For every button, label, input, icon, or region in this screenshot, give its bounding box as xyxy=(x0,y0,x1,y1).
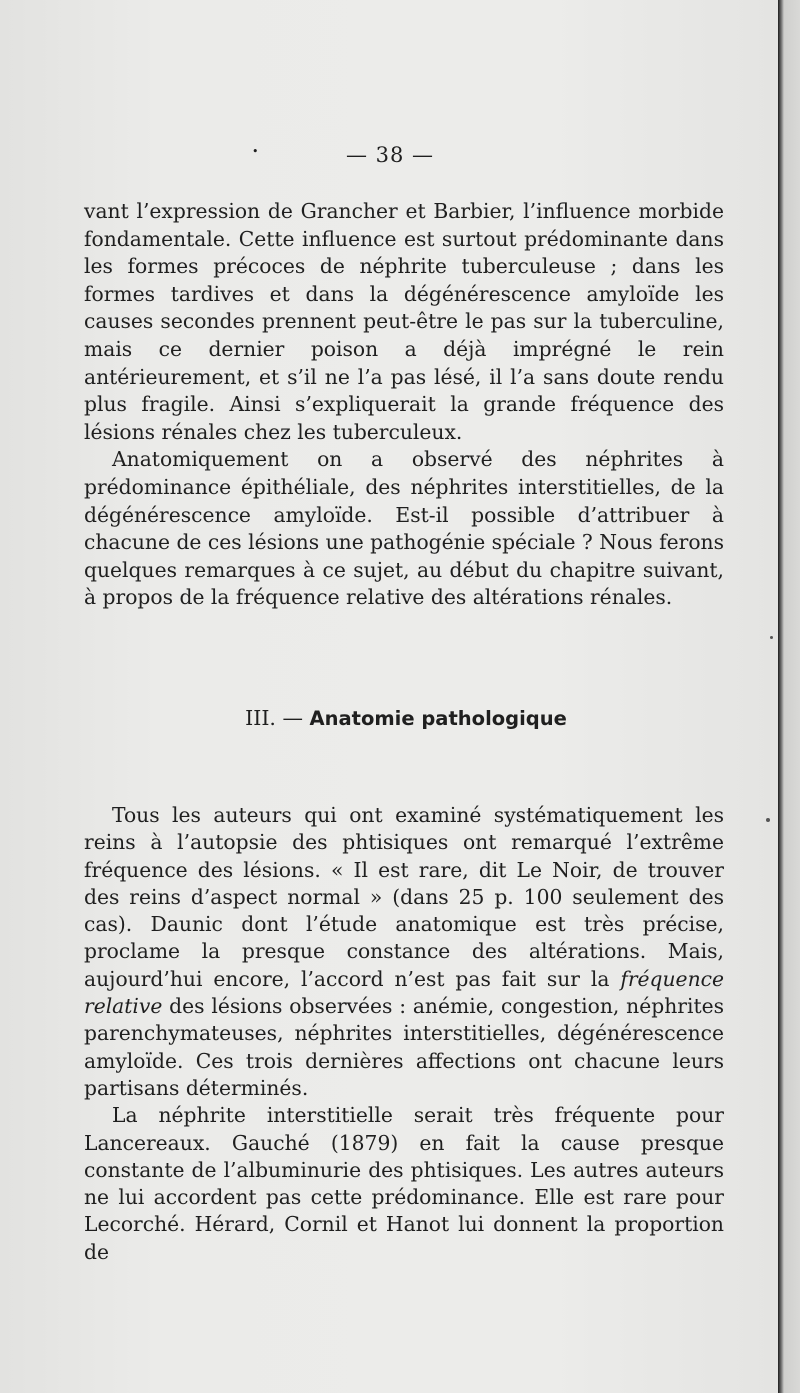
text-block-top xyxy=(84,198,724,612)
paragraph-text: des lésions observées : anémie, congestion, néphrites parenchymateuses, néphrites interstitielles, dégénérescence amyloïde. Ces trois dernières affections ont chacune leurs partisans déterminés. xyxy=(84,994,724,1100)
paragraph-text: Tous les auteurs qui ont examiné systématiquement les reins à l’autopsie des phtisiques ont remarqué l’extrême fréquence des lésions. « Il est rare, dit Le Noir, de trouver des reins d’aspect normal » (dans 25 p. 100 seulement des cas). Daunic dont l’étude anatomique est très précise, proclame la presque constance des altérations. Mais, aujourd’hui encore, l’accord n’est pas fait sur la xyxy=(84,803,724,991)
section-title: Anatomie pathologique xyxy=(309,707,567,730)
paragraph: La néphrite interstitielle serait très fréquente pour Lancereaux. Gauché (1879) en fait la cause presque constante de l’albuminurie des phtisiques. Les autres auteurs ne lui accordent pas cette prédominance. Elle est rare pour Lecorché. Hérard, Cornil et Hanot lui donnent la proportion de xyxy=(84,1103,724,1264)
section-number: III. — xyxy=(245,706,303,730)
paragraph: Anatomiquement on a observé des néphrites à prédominance épithéliale, des néphrites interstitielles, de la dégénérescence amyloïde. Est-il possible d’attribuer à chacune de ces lésions une pathogénie spéciale ? Nous ferons quelques remarques à ce sujet, au début du chapitre suivant, à propos de la fréquence relative des altérations rénales. xyxy=(84,447,724,610)
paragraph: vant l’expression de Grancher et Barbier, l’influence morbide fondamentale. Cette influence est surtout prédominante dans les formes précoces de néphrite tuberculeuse ; dans les formes tardives et dans la dégénérescence amyloïde les causes secondes prennent peut-être le pas sur la tuberculine, mais ce dernier poison a déjà imprégné le rein antérieurement, et s’il ne l’a pas lésé, il l’a sans doute rendu plus fragile. Ainsi s’expliquerait la grande fréquence des lésions rénales chez les tuberculeux. xyxy=(84,199,724,444)
paragraph xyxy=(84,802,724,1102)
page-number: • — 38 — xyxy=(0,143,780,167)
paper-speck xyxy=(766,818,770,822)
section-heading xyxy=(0,706,800,730)
page-edge-shadow xyxy=(778,0,800,1393)
paper-speck xyxy=(770,636,773,639)
text-block-bottom xyxy=(84,802,724,1266)
emphasis-text: fréquence relative xyxy=(84,966,724,1019)
